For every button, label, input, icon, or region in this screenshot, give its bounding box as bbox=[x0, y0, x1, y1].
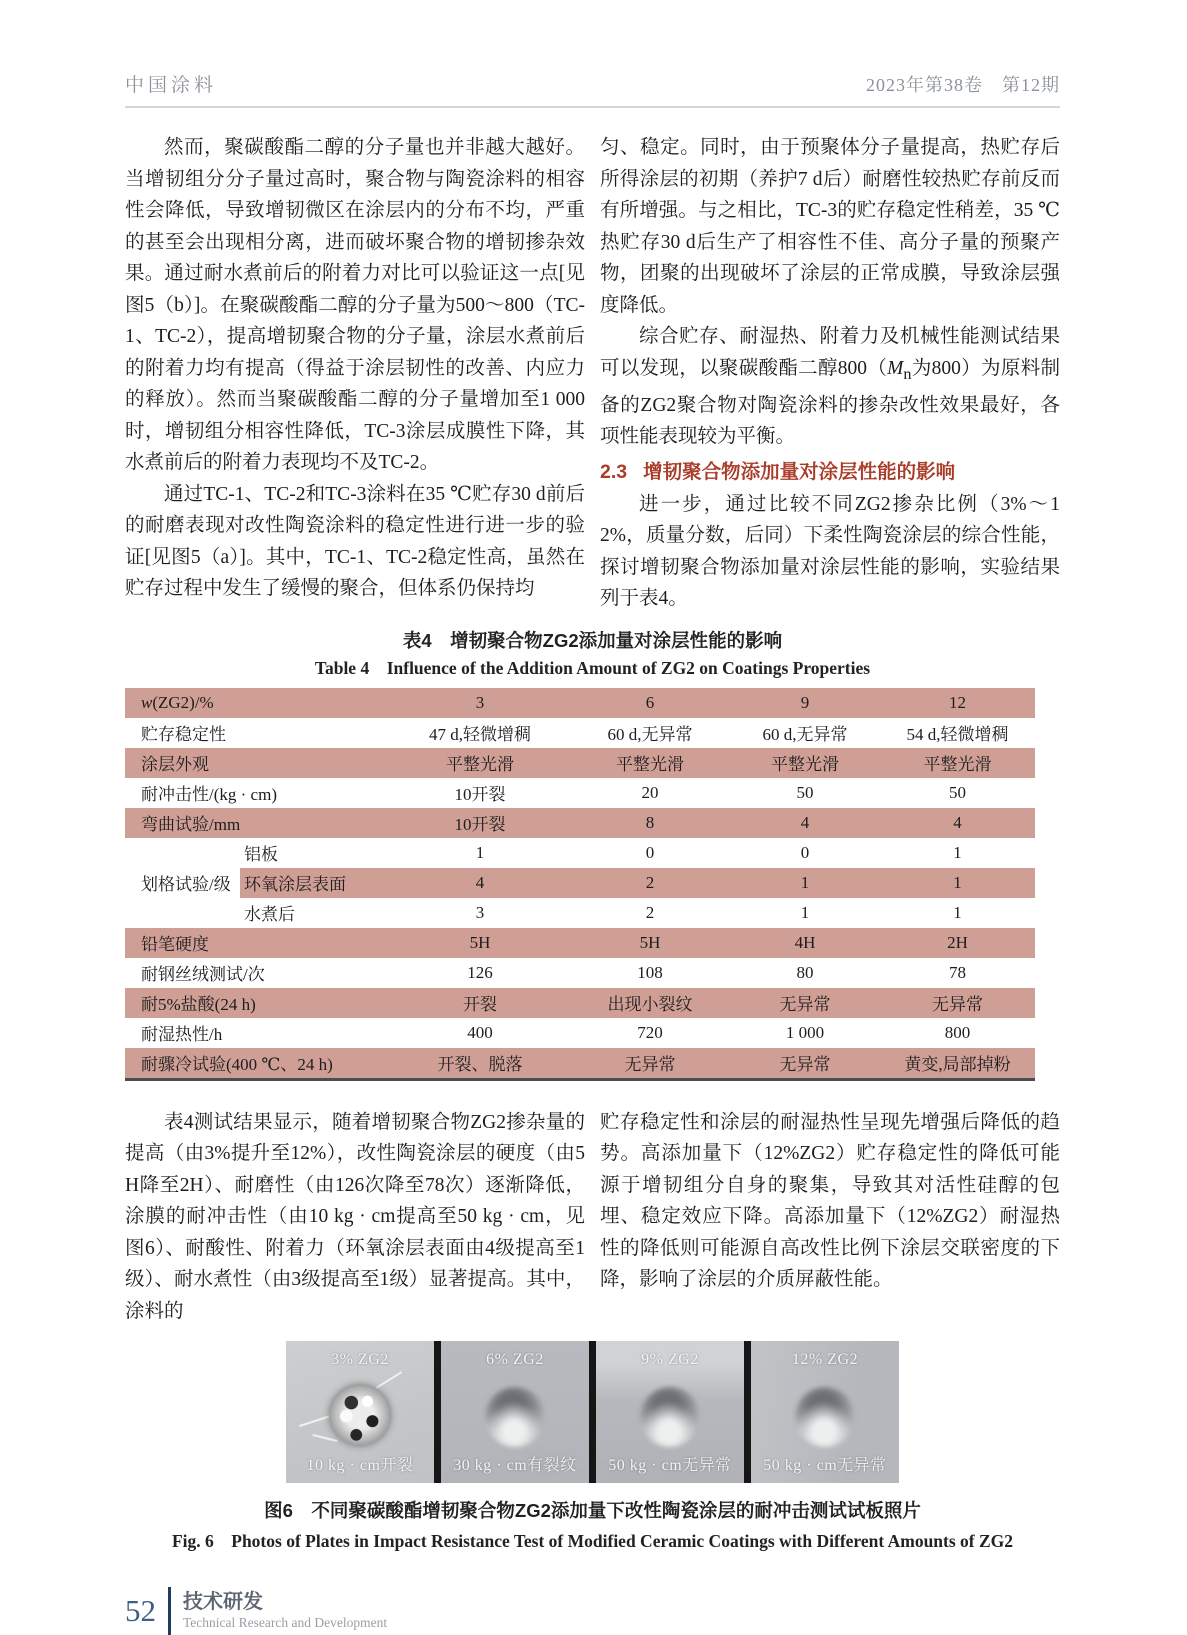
figure-caption-en: Fig. 6 Photos of Plates in Impact Resistance Test of Modified Ceramic Coatings with Different Amounts of ZG2 bbox=[171, 1531, 1014, 1552]
cell: 50 bbox=[949, 782, 966, 802]
paragraph-text: 综合贮存、耐湿热、附着力及机械性能测试结果可以发现，以聚碳酸酯二醇800（ bbox=[600, 326, 1060, 379]
panel-top-label: 12% ZG2 bbox=[791, 1351, 859, 1369]
table-row bbox=[125, 778, 1035, 808]
cell: 60 d,无异常 bbox=[607, 725, 693, 745]
cell: 3 bbox=[390, 688, 570, 718]
cell: 20 bbox=[641, 782, 659, 802]
section-number: 2.3 bbox=[600, 460, 628, 483]
figure-panel-6pct bbox=[441, 1341, 589, 1483]
cell: 78 bbox=[949, 962, 966, 982]
footer-section-en: Technical Research and Development bbox=[183, 1615, 388, 1631]
paragraph: 通过TC-1、TC-2和TC-3涂料在35 ℃贮存30 d前后的耐磨表现对改性陶瓷涂料的稳定性进行进一步的验证[见图5（a）]。其中，TC-1、TC-2稳定性高，虽然在贮存过程中发生了缓慢的聚合，但体系仍保持均 bbox=[125, 483, 585, 599]
journal-name: 中国涂料 bbox=[125, 75, 218, 96]
row-label: 耐钢丝绒测试/次 bbox=[141, 965, 265, 985]
footer-section-zh: 技术研发 bbox=[183, 1591, 263, 1614]
footer-section bbox=[183, 1590, 387, 1632]
table-title-zh: 表4 增韧聚合物ZG2添加量对涂层性能的影响 bbox=[402, 629, 783, 651]
panel-top-label: 6% ZG2 bbox=[486, 1351, 544, 1369]
row-label: 耐冲击性/(kg · cm) bbox=[141, 785, 277, 805]
cell: 开裂 bbox=[390, 988, 570, 1018]
table-row bbox=[125, 718, 1035, 748]
issue-info: 2023年第38卷 第12期 bbox=[866, 75, 1060, 95]
performance-table bbox=[125, 688, 1035, 1081]
row-sub-label: 铝板 bbox=[244, 845, 278, 865]
page-number: 52 bbox=[125, 1593, 156, 1629]
cell: 0 bbox=[800, 842, 810, 862]
cell: 2 bbox=[645, 902, 655, 922]
cell: 80 bbox=[796, 962, 814, 982]
panel-bottom-label: 50 kg · cm无异常 bbox=[608, 1457, 732, 1475]
row-label: 弯曲试验/mm bbox=[125, 808, 390, 838]
cell: 4 bbox=[880, 808, 1035, 838]
cell: 4 bbox=[730, 808, 880, 838]
header-label-cell bbox=[125, 688, 390, 718]
figure-panel-9pct bbox=[596, 1341, 744, 1483]
impact-dent bbox=[640, 1387, 700, 1447]
row-sub-label: 环氧涂层表面 bbox=[240, 868, 390, 898]
paragraph: 贮存稳定性和涂层的耐湿热性呈现先增强后降低的趋势。高添加量下（12%ZG2）贮存稳定性的降低可能源于增韧组分自身的聚集，导致其对活性硅醇的包埋、稳定效应下降。高添加量下（12%ZG2）耐湿热性的降低则可能源自高改性比例下涂层交联密度的下降，影响了涂层的介质屏蔽性能。 bbox=[600, 1111, 1060, 1291]
cell: 6 bbox=[570, 688, 730, 718]
column-right bbox=[600, 1107, 1060, 1328]
cell: 5H bbox=[570, 928, 730, 958]
cell: 50 bbox=[796, 782, 814, 802]
scratch-mark bbox=[312, 1434, 338, 1442]
header-label-italic: w bbox=[141, 692, 153, 712]
cell: 47 d,轻微增稠 bbox=[429, 725, 531, 745]
cell: 400 bbox=[467, 1022, 493, 1042]
panel-bottom-label: 10 kg · cm开裂 bbox=[306, 1457, 414, 1475]
row-sub-label: 水煮后 bbox=[244, 905, 295, 925]
cell: 1 000 bbox=[785, 1022, 825, 1042]
figure-caption-zh: 图6 不同聚碳酸酯增韧聚合物ZG2添加量下改性陶瓷涂层的耐冲击测试试板照片 bbox=[264, 1500, 921, 1522]
table-row bbox=[125, 1018, 1035, 1048]
header-label-rest: (ZG2)/% bbox=[152, 692, 214, 712]
paragraph: 进一步，通过比较不同ZG2掺杂比例（3%～12%，质量分数，后同）下柔性陶瓷涂层的综合性能，探讨增韧聚合物添加量对涂层性能的影响，实验结果列于表4。 bbox=[600, 493, 1060, 610]
cell: 4H bbox=[730, 928, 880, 958]
impact-dent bbox=[485, 1387, 545, 1447]
panel-bottom-label: 50 kg · cm无异常 bbox=[763, 1457, 887, 1475]
cell: 平整光滑 bbox=[880, 748, 1035, 778]
cell: 平整光滑 bbox=[570, 748, 730, 778]
page-footer bbox=[125, 1587, 1060, 1635]
variable-Mn-subscript: n bbox=[903, 364, 912, 383]
table-row bbox=[125, 958, 1035, 988]
cell: 1 bbox=[953, 902, 962, 922]
section-heading bbox=[600, 457, 1060, 487]
table-row bbox=[125, 808, 1035, 838]
body-columns-bottom bbox=[125, 1107, 1060, 1328]
cell: 1 bbox=[953, 842, 962, 862]
footer-divider bbox=[168, 1587, 171, 1635]
cell: 2H bbox=[880, 928, 1035, 958]
table-title-en: Table 4 Influence of the Addition Amount of ZG2 on Coatings Properties bbox=[314, 657, 871, 678]
cell: 1 bbox=[800, 902, 810, 922]
cell: 出现小裂纹 bbox=[570, 988, 730, 1018]
column-left bbox=[125, 132, 585, 615]
table-header-row bbox=[125, 688, 1035, 718]
table-row bbox=[125, 868, 1035, 898]
paragraph-text: 为800）为原料制备的ZG2聚合物对陶瓷涂料的掺杂改性效果最好，各项性能表现较为平衡。 bbox=[600, 357, 1060, 448]
cell: 4 bbox=[390, 868, 570, 898]
figure-impact-test-photos bbox=[286, 1341, 899, 1483]
cell: 60 d,无异常 bbox=[762, 725, 848, 745]
cell: 3 bbox=[475, 902, 485, 922]
cell: 800 bbox=[944, 1022, 971, 1042]
cell: 平整光滑 bbox=[390, 748, 570, 778]
paragraph: 匀、稳定。同时，由于预聚体分子量提高，热贮存后所得涂层的初期（养护7 d后）耐磨性较热贮存前反而有所增强。与之相比，TC-3的贮存稳定性稍差，35 ℃热贮存30 d后生产了相容性不佳、高分子量的预聚产物，团聚的出现破坏了涂层的正常成膜，导致涂层强度降低。 bbox=[600, 137, 1060, 316]
cell: 无异常 bbox=[880, 988, 1035, 1018]
paragraph bbox=[600, 321, 1060, 453]
cell: 黄变,局部掉粉 bbox=[880, 1048, 1035, 1080]
row-label: 耐骤冷试验(400 ℃、24 h) bbox=[125, 1048, 390, 1080]
body-columns-top bbox=[125, 132, 1060, 615]
cell: 2 bbox=[570, 868, 730, 898]
table-row bbox=[125, 988, 1035, 1018]
cell: 0 bbox=[645, 842, 655, 862]
variable-Mn: M bbox=[887, 357, 904, 379]
cell: 1 bbox=[880, 868, 1035, 898]
row-label: 耐5%盐酸(24 h) bbox=[125, 988, 390, 1018]
row-label: 贮存稳定性 bbox=[141, 725, 226, 745]
panel-top-label: 3% ZG2 bbox=[331, 1351, 389, 1369]
cell: 10开裂 bbox=[390, 808, 570, 838]
cell: 1 bbox=[475, 842, 485, 862]
scratch-mark bbox=[376, 1372, 403, 1390]
table-row bbox=[125, 748, 1035, 778]
column-right bbox=[600, 132, 1060, 615]
impact-dent bbox=[795, 1387, 855, 1447]
cell: 54 d,轻微增稠 bbox=[906, 725, 1009, 745]
table-row bbox=[125, 1048, 1035, 1080]
figure-panel-3pct bbox=[286, 1341, 434, 1483]
cell: 1 bbox=[730, 868, 880, 898]
cell: 5H bbox=[390, 928, 570, 958]
row-label: 涂层外观 bbox=[125, 748, 390, 778]
row-label: 耐湿热性/h bbox=[141, 1025, 223, 1045]
impact-crater bbox=[329, 1384, 391, 1446]
cell: 10开裂 bbox=[454, 785, 506, 805]
cell: 8 bbox=[570, 808, 730, 838]
panel-bottom-label: 30 kg · cm有裂纹 bbox=[453, 1457, 577, 1475]
cell: 720 bbox=[637, 1022, 663, 1042]
cell: 9 bbox=[730, 688, 880, 718]
section-title: 增韧聚合物添加量对涂层性能的影响 bbox=[643, 460, 956, 483]
paragraph: 然而，聚碳酸酯二醇的分子量也并非越大越好。当增韧组分分子量过高时，聚合物与陶瓷涂料的相容性会降低，导致增韧微区在涂层内的分布不均，严重的甚至会出现相分离，进而破坏聚合物的增韧掺杂效果。通过耐水煮前后的附着力对比可以验证这一点[见图5（b）]。在聚碳酸酯二醇的分子量为500～800（TC-1、TC-2），提高增韧聚合物的分子量，涂层水煮前后的附着力均有提高（得益于涂层韧性的改善、内应力的释放）。然而当聚碳酸酯二醇的分子量增加至1 000时，增韧组分相容性降低，TC-3涂层成膜性下降，其水煮前后的附着力表现均不及TC-2。 bbox=[125, 137, 585, 473]
cell: 开裂、脱落 bbox=[390, 1048, 570, 1080]
cell: 无异常 bbox=[730, 1048, 880, 1080]
row-label: 铅笔硬度 bbox=[125, 928, 390, 958]
column-left bbox=[125, 1107, 585, 1328]
panel-top-label: 9% ZG2 bbox=[641, 1351, 699, 1369]
cell: 12 bbox=[880, 688, 1035, 718]
cell: 平整光滑 bbox=[730, 748, 880, 778]
cell: 无异常 bbox=[570, 1048, 730, 1080]
row-group-label: 划格试验/级 bbox=[125, 838, 240, 928]
cell: 126 bbox=[467, 962, 493, 982]
figure-panel-12pct bbox=[751, 1341, 899, 1483]
table-row bbox=[125, 928, 1035, 958]
table-row bbox=[125, 898, 1035, 928]
cell: 无异常 bbox=[730, 988, 880, 1018]
table-row bbox=[125, 838, 1035, 868]
cell: 108 bbox=[637, 962, 663, 982]
page-header bbox=[125, 70, 1060, 108]
paragraph: 表4测试结果显示，随着增韧聚合物ZG2掺杂量的提高（由3%提升至12%），改性陶瓷涂层的硬度（由5H降至2H）、耐磨性（由126次降至78次）逐渐降低，涂膜的耐冲击性（由10 kg · cm提高至50 kg · cm，见图6）、耐酸性、附着力（环氧涂层表面由4级提高至1级）、耐水煮性（由3级提高至1级）显著提高。其中，涂料的 bbox=[125, 1111, 585, 1322]
